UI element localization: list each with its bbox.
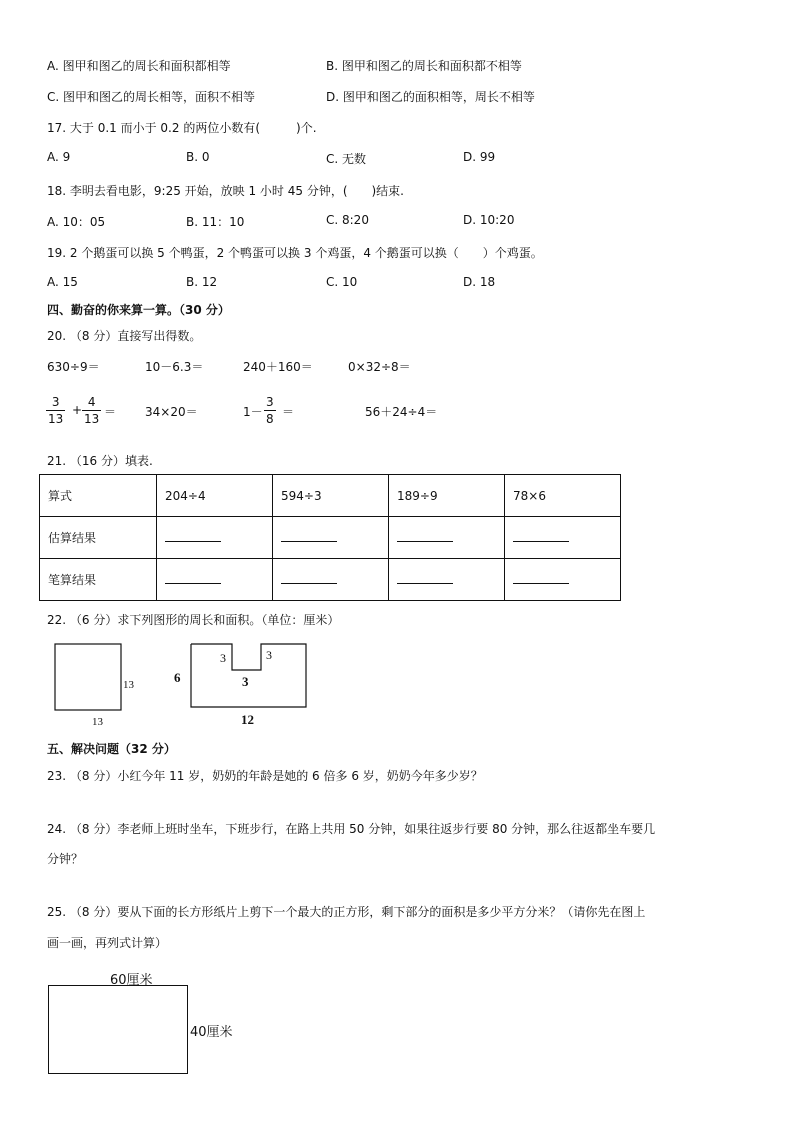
q20-expr-6: 34×20＝ [145, 405, 198, 419]
q25-text-line2: 画一画，再列式计算） [47, 936, 168, 950]
q20-expr-1: 630÷9＝ [47, 360, 100, 374]
fraction-denominator: 8 [266, 412, 274, 426]
shape-bottom-label: 12 [241, 712, 254, 727]
q20-expr-3: 240＋160＝ [243, 360, 313, 374]
q16-option-d: D. 图甲和图乙的面积相等，周长不相等 [326, 90, 535, 104]
q23-text: 23. （8 分）小红今年 11 岁，奶奶的年龄是她的 6 倍多 6 岁，奶奶今年多少岁？ [47, 769, 483, 783]
q17-option-a: A. 9 [47, 150, 71, 164]
q19-text: 19. 2 个鹅蛋可以换 5 个鸭蛋，2 个鸭蛋可以换 3 个鸡蛋，4 个鹅蛋可以换（ ）个鸡蛋。 [47, 246, 543, 260]
section-5-heading: 五、解决问题（32 分） [47, 742, 176, 756]
q19-option-b: B. 12 [186, 275, 218, 289]
q18-option-a: A. 10：05 [47, 215, 106, 229]
fraction-denominator: 13 [48, 412, 64, 426]
table-row-label: 笔算结果 [40, 559, 157, 601]
rectangle-paper [48, 985, 188, 1074]
square-figure [55, 644, 121, 710]
rectangle-width-label: 60厘米 [110, 973, 153, 988]
q19-option-a: A. 15 [47, 275, 78, 289]
fraction-denominator: 13 [84, 412, 100, 426]
q25-text-line1: 25. （8 分）要从下面的长方形纸片上剪下一个最大的正方形，剩下部分的面积是多少平方分米？（请你先在图上 [47, 905, 646, 919]
fraction-numerator: 3 [266, 395, 274, 409]
q17-option-c: C. 无数 [326, 152, 367, 166]
notch-right-label: 3 [266, 648, 272, 662]
section-4-heading: 四、勤奋的你来算一算。（30 分） [47, 303, 230, 317]
q19-option-c: C. 10 [326, 275, 358, 289]
q17-text: 17. 大于 0.1 而小于 0.2 的两位小数有( )个. [47, 121, 317, 135]
q20-text: 20. （8 分）直接写出得数。 [47, 329, 202, 343]
q16-option-b: B. 图甲和图乙的周长和面积都不相等 [326, 59, 522, 73]
q18-option-d: D. 10:20 [463, 213, 515, 227]
q17-option-d: D. 99 [463, 150, 496, 164]
q24-text-line2: 分钟？ [47, 852, 84, 866]
rectangle-height-label: 40厘米 [190, 1025, 233, 1040]
table-header-cell: 算式 [40, 475, 157, 517]
shape-left-label: 6 [174, 670, 181, 685]
q18-option-c: C. 8:20 [326, 213, 369, 227]
q24-text-line1: 24. （8 分）李老师上班时坐车，下班步行，在路上共用 50 分钟，如果往返步行要 80 分钟，那么往返都坐车要几 [47, 822, 656, 836]
fraction-numerator: 3 [46, 394, 65, 411]
square-side-bottom-label: 13 [92, 716, 103, 728]
q22-text: 22. （6 分）求下列图形的周长和面积。（单位：厘米） [47, 613, 340, 627]
q20-expr-2: 10－6.3＝ [145, 360, 204, 374]
plus-sign: + [72, 403, 83, 417]
q20-expr-8: 56＋24÷4＝ [365, 405, 438, 419]
q16-option-a: A. 图甲和图乙的周长和面积都相等 [47, 59, 231, 73]
table-header-cell: 204÷4 [157, 475, 273, 517]
q20-one-minus: 1－ [243, 405, 263, 419]
table-row-label: 估算结果 [40, 517, 157, 559]
table-header-cell: 189÷9 [389, 475, 505, 517]
fraction-numerator: 4 [82, 394, 101, 411]
table-header-cell: 78×6 [505, 475, 621, 517]
notch-bottom-label: 3 [242, 674, 249, 689]
equals-sign: ＝ [104, 405, 117, 419]
q19-option-d: D. 18 [463, 275, 496, 289]
q21-text: 21. （16 分）填表. [47, 454, 153, 468]
q18-text: 18. 李明去看电影，9:25 开始，放映 1 小时 45 分钟，( )结束. [47, 184, 405, 198]
q20-expr-4: 0×32÷8＝ [348, 360, 411, 374]
notch-left-label: 3 [220, 651, 226, 665]
q17-option-b: B. 0 [186, 150, 210, 164]
q18-option-b: B. 11：10 [186, 215, 245, 229]
q16-option-c: C. 图甲和图乙的周长相等，面积不相等 [47, 90, 256, 104]
table-header-cell: 594÷3 [273, 475, 389, 517]
square-side-right-label: 13 [123, 679, 134, 691]
equals-sign: ＝ [282, 405, 295, 419]
